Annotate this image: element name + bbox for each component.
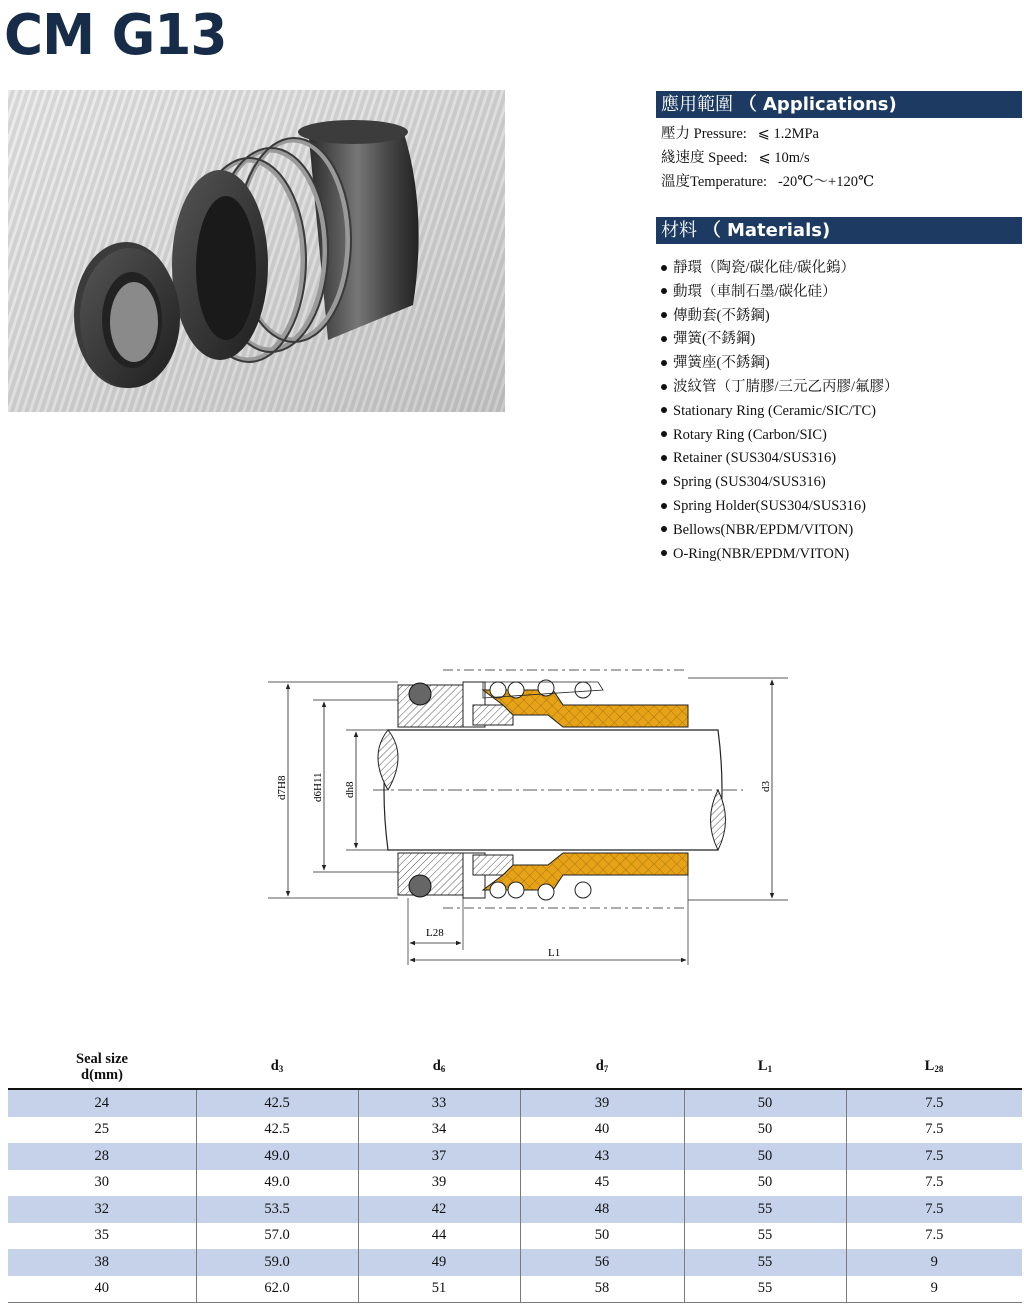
applications-header [656,91,1022,118]
bullet-icon [661,312,667,318]
material-item: O-Ring(NBR/EPDM/VITON) [661,543,899,567]
table-cell: 49.0 [196,1143,358,1170]
materials-header-cn: 材料 [661,220,697,241]
header-d7: $d_7$ [520,1046,684,1089]
table-cell: 49.0 [196,1170,358,1197]
table-cell: 9 [846,1276,1022,1303]
material-item: 傳動套(不銹鋼) [661,305,899,329]
material-item: Retainer (SUS304/SUS316) [661,447,899,471]
table-cell: 42.5 [196,1117,358,1144]
bullet-icon [661,265,667,271]
table-row [8,1276,1022,1303]
material-item: 動環（車制石墨/碳化硅） [661,281,899,305]
table-cell: 53.5 [196,1196,358,1223]
table-row [8,1196,1022,1223]
bullet-icon [661,455,667,461]
table-cell: 55 [684,1276,846,1303]
table-cell: 55 [684,1196,846,1223]
table-cell: 44 [358,1223,520,1250]
table-cell: 40 [8,1276,196,1303]
table-cell: 50 [684,1117,846,1144]
table-cell: 55 [684,1223,846,1250]
bullet-icon [661,526,667,532]
table-cell: 35 [94,1227,109,1244]
label-dh: dh8 [344,781,356,798]
applications-header-en: （ Applications) [738,94,897,115]
header-L28: $L_{28}$ [846,1046,1022,1089]
material-item: 彈簧(不銹鋼) [661,328,899,352]
table-cell: 24 [8,1089,196,1117]
application-item-temperature: 溫度Temperature: -20℃～+120℃ [661,174,875,190]
table-cell: 7.5 [846,1196,1022,1223]
materials-header-en: （ Materials) [702,220,831,241]
table-cell: 33 [358,1089,520,1117]
table-cell: 40 [520,1117,684,1144]
table-cell: 28 [8,1143,196,1170]
header-d3: $d_3$ [196,1046,358,1089]
table-cell: 43 [520,1143,684,1170]
table-cell: 7.5 [846,1170,1022,1197]
table-row [8,1249,1022,1276]
table-cell: 9 [846,1249,1022,1276]
table-cell: 58 [520,1276,684,1303]
materials-header [656,217,1022,244]
table-row [8,1089,1022,1117]
applications-list [661,122,874,194]
seal-cross-section-diagram [258,660,803,975]
label-L28: L28 [426,927,444,939]
bullet-icon [661,288,667,294]
bullet-icon [661,503,667,509]
table-cell: 32 [8,1196,196,1223]
table-cell: 62.0 [196,1276,358,1303]
table-cell: 57.0 [196,1223,358,1250]
product-photo [8,90,505,412]
table-cell: 50 [684,1170,846,1197]
material-item: Bellows(NBR/EPDM/VITON) [661,519,899,543]
material-item: 波紋管（丁腈膠/三元乙丙膠/氟膠） [661,376,899,400]
bullet-icon [661,360,667,366]
table-cell: 48 [520,1196,684,1223]
table-cell: 39 [520,1089,684,1117]
table-cell: 7.5 [846,1089,1022,1117]
bullet-icon [661,550,667,556]
table-cell: 50 [684,1143,846,1170]
table-row [8,1223,1022,1250]
table-cell: 45 [520,1170,684,1197]
table-cell: 37 [358,1143,520,1170]
bullet-icon [661,336,667,342]
table-cell: 49 [358,1249,520,1276]
table-cell: 7.5 [846,1143,1022,1170]
material-item: Spring Holder(SUS304/SUS316) [661,495,899,519]
label-d3: d3 [760,781,772,792]
table-cell: 30 [94,1174,109,1191]
table-cell: 42.5 [196,1089,358,1117]
material-item: 彈簧座(不銹鋼) [661,352,899,376]
label-L1: L1 [548,947,561,959]
table-row [8,1170,1022,1197]
label-d7: d7H8 [276,775,288,800]
dimension-table [8,1046,1022,1303]
table-cell: 55 [684,1249,846,1276]
material-item: Stationary Ring (Ceramic/SIC/TC) [661,400,899,424]
table-cell: 25 [94,1121,109,1138]
application-item-speed: 綫速度 Speed: ⩽ 10m/s [661,150,810,166]
material-item: 靜環（陶瓷/碳化硅/碳化鎢） [661,257,899,281]
materials-list [661,257,899,566]
bullet-icon [661,407,667,413]
bullet-icon [661,431,667,437]
table-cell: 51 [358,1276,520,1303]
table-cell: 7.5 [846,1223,1022,1250]
header-d6: $d_6$ [358,1046,520,1089]
table-cell: 39 [358,1170,520,1197]
application-item-pressure: 壓力 Pressure: ⩽ 1.2MPa [661,126,819,142]
applications-header-cn: 應用範圍 [661,94,733,115]
table-cell: 59.0 [196,1249,358,1276]
table-header-row [8,1046,1022,1089]
material-item: Spring (SUS304/SUS316) [661,471,899,495]
header-L1: $L_1$ [684,1046,846,1089]
page-title: CM G13 [4,3,227,68]
table-cell: 7.5 [846,1117,1022,1144]
bullet-icon [661,479,667,485]
table-cell: 56 [520,1249,684,1276]
header-seal-size: Seal size d(mm) [8,1046,196,1089]
table-row [8,1117,1022,1144]
table-row [8,1143,1022,1170]
table-cell: 42 [358,1196,520,1223]
material-item: Rotary Ring (Carbon/SIC) [661,424,899,448]
table-cell: 50 [684,1089,846,1117]
bullet-icon [661,384,667,390]
table-cell: 34 [358,1117,520,1144]
table-cell: 38 [8,1249,196,1276]
table-cell: 50 [520,1223,684,1250]
label-d6: d6H11 [312,772,324,802]
